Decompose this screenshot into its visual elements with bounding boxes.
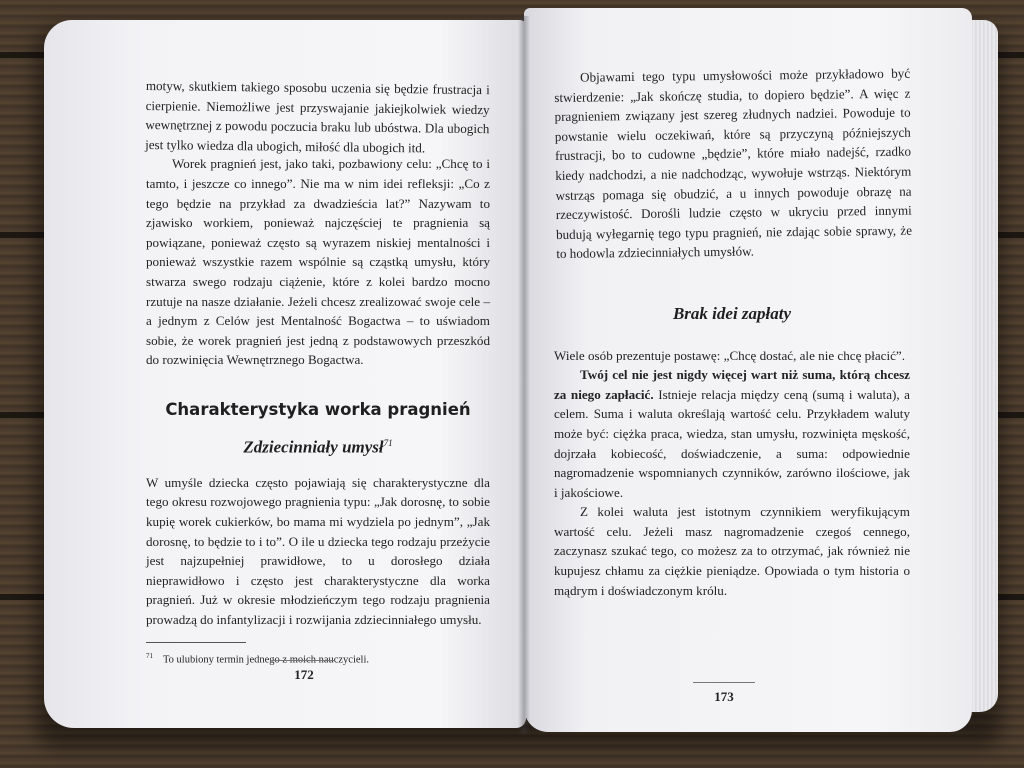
right-paragraph-4: Z kolei waluta jest istotnym czynnikiem weryfikującym wartość celu. Jeżeli masz nagromadzenie czegoś cennego, zaczynasz szukać tego, co możesz za to otrzymać, jak również nie kupujesz chłamu za ciężkie pieniądze. Opowiada o tym historia o mądrym i doświadczonym królu. bbox=[554, 504, 910, 598]
page-number-rule bbox=[693, 682, 755, 683]
right-paragraph-3 bbox=[554, 365, 910, 502]
left-page-number-area bbox=[254, 660, 354, 682]
footnote-rule bbox=[146, 642, 246, 643]
page-number-rule bbox=[273, 660, 335, 661]
subsection-title-right: Brak idei zapłaty bbox=[672, 303, 792, 323]
subsection-title-text: Zdziecinniały umysł bbox=[243, 437, 384, 457]
right-paragraph-2: Wiele osób prezentuje postawę: „Chcę dostać, ale nie chcę płacić”. bbox=[554, 347, 906, 363]
footnote-number: 71 bbox=[146, 651, 153, 660]
right-page-number: 173 bbox=[714, 689, 734, 704]
left-page-number: 172 bbox=[294, 667, 314, 682]
left-paragraph-3: W umyśle dziecka często pojawiają się charakterystyczne dla tego okresu rozwojowego pragnienia typu: „Jak dorosnę, to sobie kupię worek cukierków, bo mama mi wydziela po jednym”, „Jak dorosnę, to będzie to i to”. O ile u dziecka tego rodzaju przeżycie jest najzupełniej prawidłowe, to u dorosłego działa nieprawidłowo i często jest charakterystyczne dla worka pragnień. Już w okresie młodzieńczym tego rodzaju pragnienia prowadzą do infantylizacji i rozwijania zdziecinniałego umysłu. bbox=[146, 474, 490, 627]
footnote-text: To ulubiony termin jednego z moich nauczycieli. bbox=[163, 654, 369, 665]
left-page bbox=[44, 20, 526, 728]
footnote-marker: 71 bbox=[383, 437, 393, 448]
subsection-title-left bbox=[146, 434, 490, 457]
section-title: Charakterystyka worka pragnień bbox=[165, 399, 471, 419]
right-page-number-area bbox=[674, 682, 774, 704]
key-statement: Twój cel nie jest nigdy więcej wart niż suma, którą chcesz za niego zapłacić. bbox=[554, 367, 910, 402]
left-paragraph-1: motyw, skutkiem takiego sposobu uczenia się będzie frustracja i cierpienie. Niemożliwe jest przyswajanie jakiejkolwiek wiedzy wewnętrznej z powodu poczucia braku lub ubóstwa. Dla ubogich jest tylko wiedza dla ubogich, miłość dla ubogich itd. bbox=[145, 77, 490, 156]
book-gutter bbox=[518, 16, 530, 734]
right-paragraph-1: Objawami tego typu umysłowości może przykładowo być stwierdzenie: „Jak skończę studia, to dopiero będzie”. A więc z pragnieniem związany jest szereg złudnych nadziei. Powoduje to powstanie wielu oczekiwań, które są przyczyną późniejszych frustracji, bo to cudowne „będzie”, które miało nadejść, rzadko kiedy nadchodzi, a nie nadchodząc, wywołuje wstrząs. Niektórym wstrząs pomaga się obudzić, a u innych powoduje obrazę na rzeczywistość. Dorośli ludzie często w ukryciu przed innymi budują wyłegarnię tego typu pragnień, nie zdając sobie sprawy, że to hodowla zdziecinniałych umysłów. bbox=[554, 65, 913, 262]
right-page bbox=[524, 8, 972, 732]
left-paragraph-2: Worek pragnień jest, jako taki, pozbawiony celu: „Chcę to i tamto, i jeszcze co innego”. Nie ma w nim idei refleksji: „Co z tego będzie na przykład za dwadzieścia lat?” Nazywam to zjawisko workiem, ponieważ najczęściej te pragnienia są powiązane, ponieważ często są wyrazem niskiej mentalności i ponieważ wszystkie razem wspólnie są cząstką umysłu, który stwarza swego rodzaju ciążenie, które z kolei bardzo mocno rzutuje na nasze działanie. Jeżeli chcesz zrealizować swoje cele – a jednym z Celów jest Mentalność Bogactwa – to uświadom sobie, że worek pragnień jest jedną z podstawowych przeszkód do rozwinięcia Wewnętrznego Bogactwa. bbox=[146, 156, 490, 368]
right-paragraph-3-text: Istnieje relacja między ceną (sumą i waluta), a celem. Suma i waluta określają wartość celu. Przykładem waluty może być: ciężka praca, wiedza, stan umysłu, rozwinięta męskość, dojrzała kobiecość, doświadczenie, a suma: odpowiednie nagromadzenie wspomnianych czynników, zarówno ilościowe, jak i jakościowe. bbox=[554, 386, 910, 500]
